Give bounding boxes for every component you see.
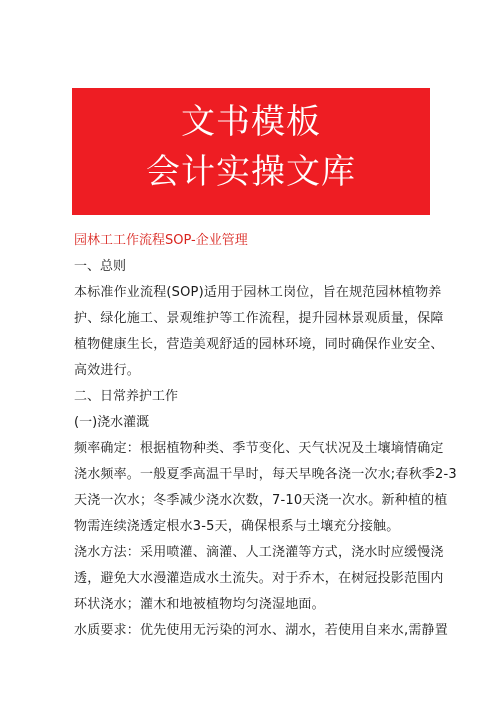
paragraph-line: 透，避免大水漫灌造成水土流失。对于乔木，在树冠投影范围内 bbox=[74, 571, 444, 586]
paragraph-line: 天浇一次水；冬季减少浇水次数，7-10天浇一次水。新种植的植 bbox=[74, 493, 448, 508]
section-heading-daily-maintenance: 二、日常养护工作 bbox=[74, 389, 179, 404]
method-paragraph bbox=[74, 540, 444, 618]
paragraph-line: 水质要求：优先使用无污染的河水、湖水，若使用自来水,需静置 bbox=[74, 623, 448, 638]
paragraph-line: 物需连续浇透定根水3-5天，确保根系与土壤充分接触。 bbox=[74, 519, 400, 534]
paragraph-line: 植物健康生长，营造美观舒适的园林环境，同时确保作业安全、 bbox=[74, 337, 444, 352]
paragraph-line: 护、绿化施工、景观维护等工作流程，提升园林景观质量，保障 bbox=[74, 311, 444, 326]
section-heading-general: 一、总则 bbox=[74, 259, 127, 274]
paragraph-line: 浇水频率。一般夏季高温干旱时，每天早晚各浇一次水;春秋季2-3 bbox=[74, 467, 457, 482]
paragraph-line: 频率确定：根据植物种类、季节变化、天气状况及土壤墒情确定 bbox=[74, 441, 444, 456]
paragraph-line: 浇水方法：采用喷灌、滴灌、人工浇灌等方式，浇水时应缓慢浇 bbox=[74, 545, 444, 560]
document-body bbox=[74, 228, 457, 644]
general-paragraph bbox=[74, 280, 444, 384]
water-quality-paragraph bbox=[74, 618, 448, 644]
banner-title: 文书模板 bbox=[181, 102, 321, 142]
frequency-paragraph bbox=[74, 436, 457, 540]
paragraph-line: 本标准作业流程(SOP)适用于园林工岗位，旨在规范园林植物养 bbox=[74, 285, 442, 300]
subsection-heading-watering: (一)浇水灌溉 bbox=[74, 415, 150, 430]
document-title: 园林工工作流程SOP-企业管理 bbox=[74, 233, 248, 248]
paragraph-line: 高效进行。 bbox=[74, 363, 141, 378]
banner-subtitle: 会计实操文库 bbox=[146, 152, 356, 192]
title-banner bbox=[72, 88, 430, 215]
paragraph-line: 环状浇水；灌木和地被植物均匀浇湿地面。 bbox=[74, 597, 325, 612]
